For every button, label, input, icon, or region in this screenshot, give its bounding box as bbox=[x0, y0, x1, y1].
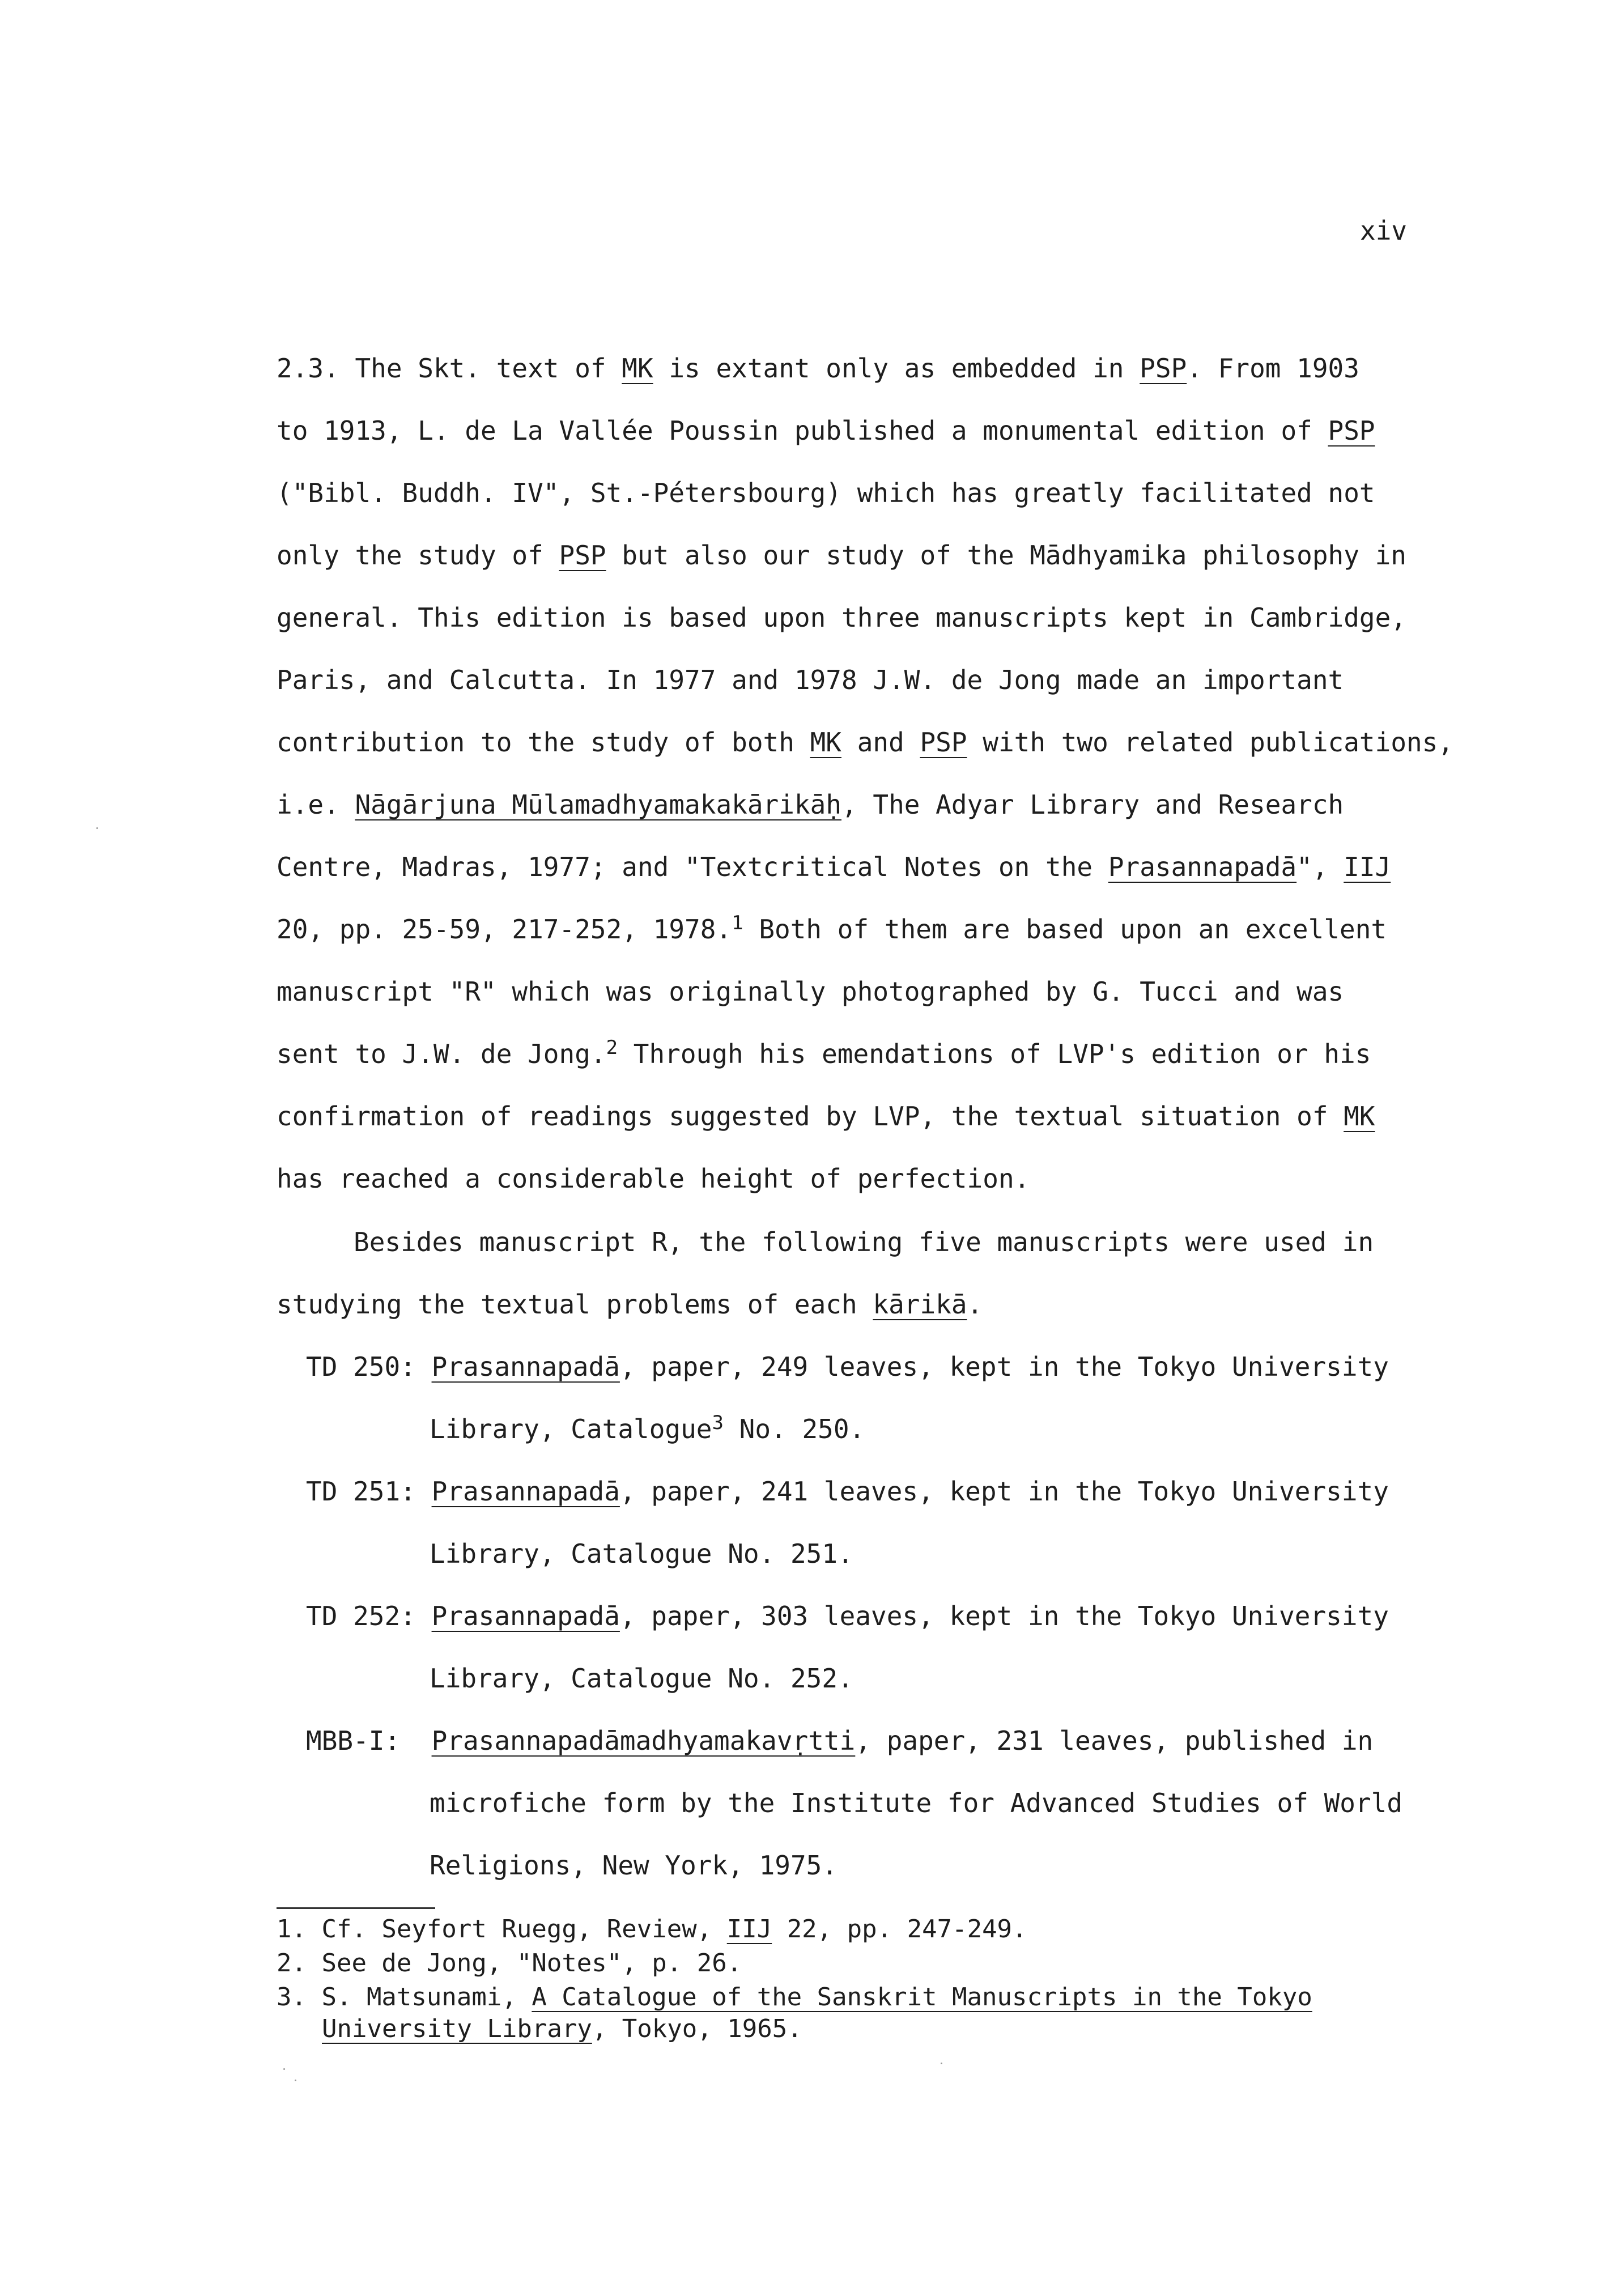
body-line: Centre, Madras, 1977; and "Textcritical Notes on the Prasannapadā", IIJ bbox=[277, 852, 1391, 882]
body-line: has reached a considerable height of perfection. bbox=[277, 1163, 1030, 1194]
body-line: to 1913, L. de La Vallée Poussin published a monumental edition of PSP bbox=[277, 415, 1375, 446]
body-line: Besides manuscript R, the following five manuscripts were used in bbox=[354, 1227, 1374, 1257]
manuscript-entry: MBB-I: Prasannapadāmadhyamakavṛtti, paper, 231 leaves, published in bbox=[306, 1725, 1374, 1756]
body-line: general. This edition is based upon three manuscripts kept in Cambridge, bbox=[277, 602, 1406, 633]
footnote-2: 2. See de Jong, "Notes", p. 26. bbox=[277, 1949, 742, 1978]
body-line: confirmation of readings suggested by LVP, the textual situation of MK bbox=[277, 1101, 1375, 1132]
body-line: manuscript "R" which was originally photographed by G. Tucci and was bbox=[277, 976, 1344, 1007]
manuscript-entry: TD 250: Prasannapadā, paper, 249 leaves, kept in the Tokyo University bbox=[306, 1351, 1389, 1382]
body-line: 2.3. The Skt. text of MK is extant only as embedded in PSP. From 1903 bbox=[277, 353, 1359, 384]
footnote-ref: 2 bbox=[606, 1036, 618, 1059]
scan-speck bbox=[295, 2080, 296, 2081]
scan-speck bbox=[96, 827, 98, 829]
body-line: sent to J.W. de Jong.$^2$ Through his emendations of LVP's edition or his bbox=[277, 1036, 1371, 1069]
body-line: ("Bibl. Buddh. IV", St.-Pétersbourg) which has greatly facilitated not bbox=[277, 478, 1375, 508]
footnote-ref: 3 bbox=[712, 1411, 724, 1434]
footnote-1: 1. Cf. Seyfort Ruegg, Review, IIJ 22, pp. 247-249. bbox=[277, 1915, 1027, 1944]
body-line: only the study of PSP but also our study of the Mādhyamika philosophy in bbox=[277, 540, 1407, 571]
manuscript-entry: TD 252: Prasannapadā, paper, 303 leaves, kept in the Tokyo University bbox=[306, 1601, 1389, 1631]
footnote-rule bbox=[277, 1907, 435, 1909]
body-line: i.e. Nāgārjuna Mūlamadhyamakakārikāḥ, The Adyar Library and Research bbox=[277, 789, 1344, 820]
footnote-3: 3. S. Matsunami, A Catalogue of the Sanskrit Manuscripts in the Tokyo bbox=[277, 1983, 1312, 2012]
manuscript-entry-cont: Library, Catalogue No. 252. bbox=[430, 1663, 853, 1694]
footnote-3-cont: University Library, Tokyo, 1965. bbox=[322, 2014, 802, 2043]
body-line: 20, pp. 25-59, 217-252, 1978.$^1$ Both of them are based upon an excellent bbox=[277, 912, 1387, 945]
page-number: xiv bbox=[1360, 215, 1408, 246]
manuscript-entry-cont: Library, Catalogue No. 251. bbox=[430, 1538, 853, 1569]
footnote-ref: 1 bbox=[732, 912, 743, 934]
manuscript-entry-cont: microfiche form by the Institute for Advanced Studies of World bbox=[430, 1788, 1403, 1818]
manuscript-entry: TD 251: Prasannapadā, paper, 241 leaves, kept in the Tokyo University bbox=[306, 1476, 1389, 1507]
body-line: Paris, and Calcutta. In 1977 and 1978 J.W. de Jong made an important bbox=[277, 665, 1344, 695]
scan-speck bbox=[941, 2063, 942, 2064]
manuscript-entry-cont: Library, Catalogue$^3$ No. 250. bbox=[430, 1411, 865, 1444]
body-line: contribution to the study of both MK and PSP with two related publications, bbox=[277, 727, 1454, 758]
scan-speck bbox=[283, 2068, 285, 2070]
body-line: studying the textual problems of each kārikā. bbox=[277, 1289, 983, 1320]
manuscript-entry-cont: Religions, New York, 1975. bbox=[430, 1850, 838, 1881]
